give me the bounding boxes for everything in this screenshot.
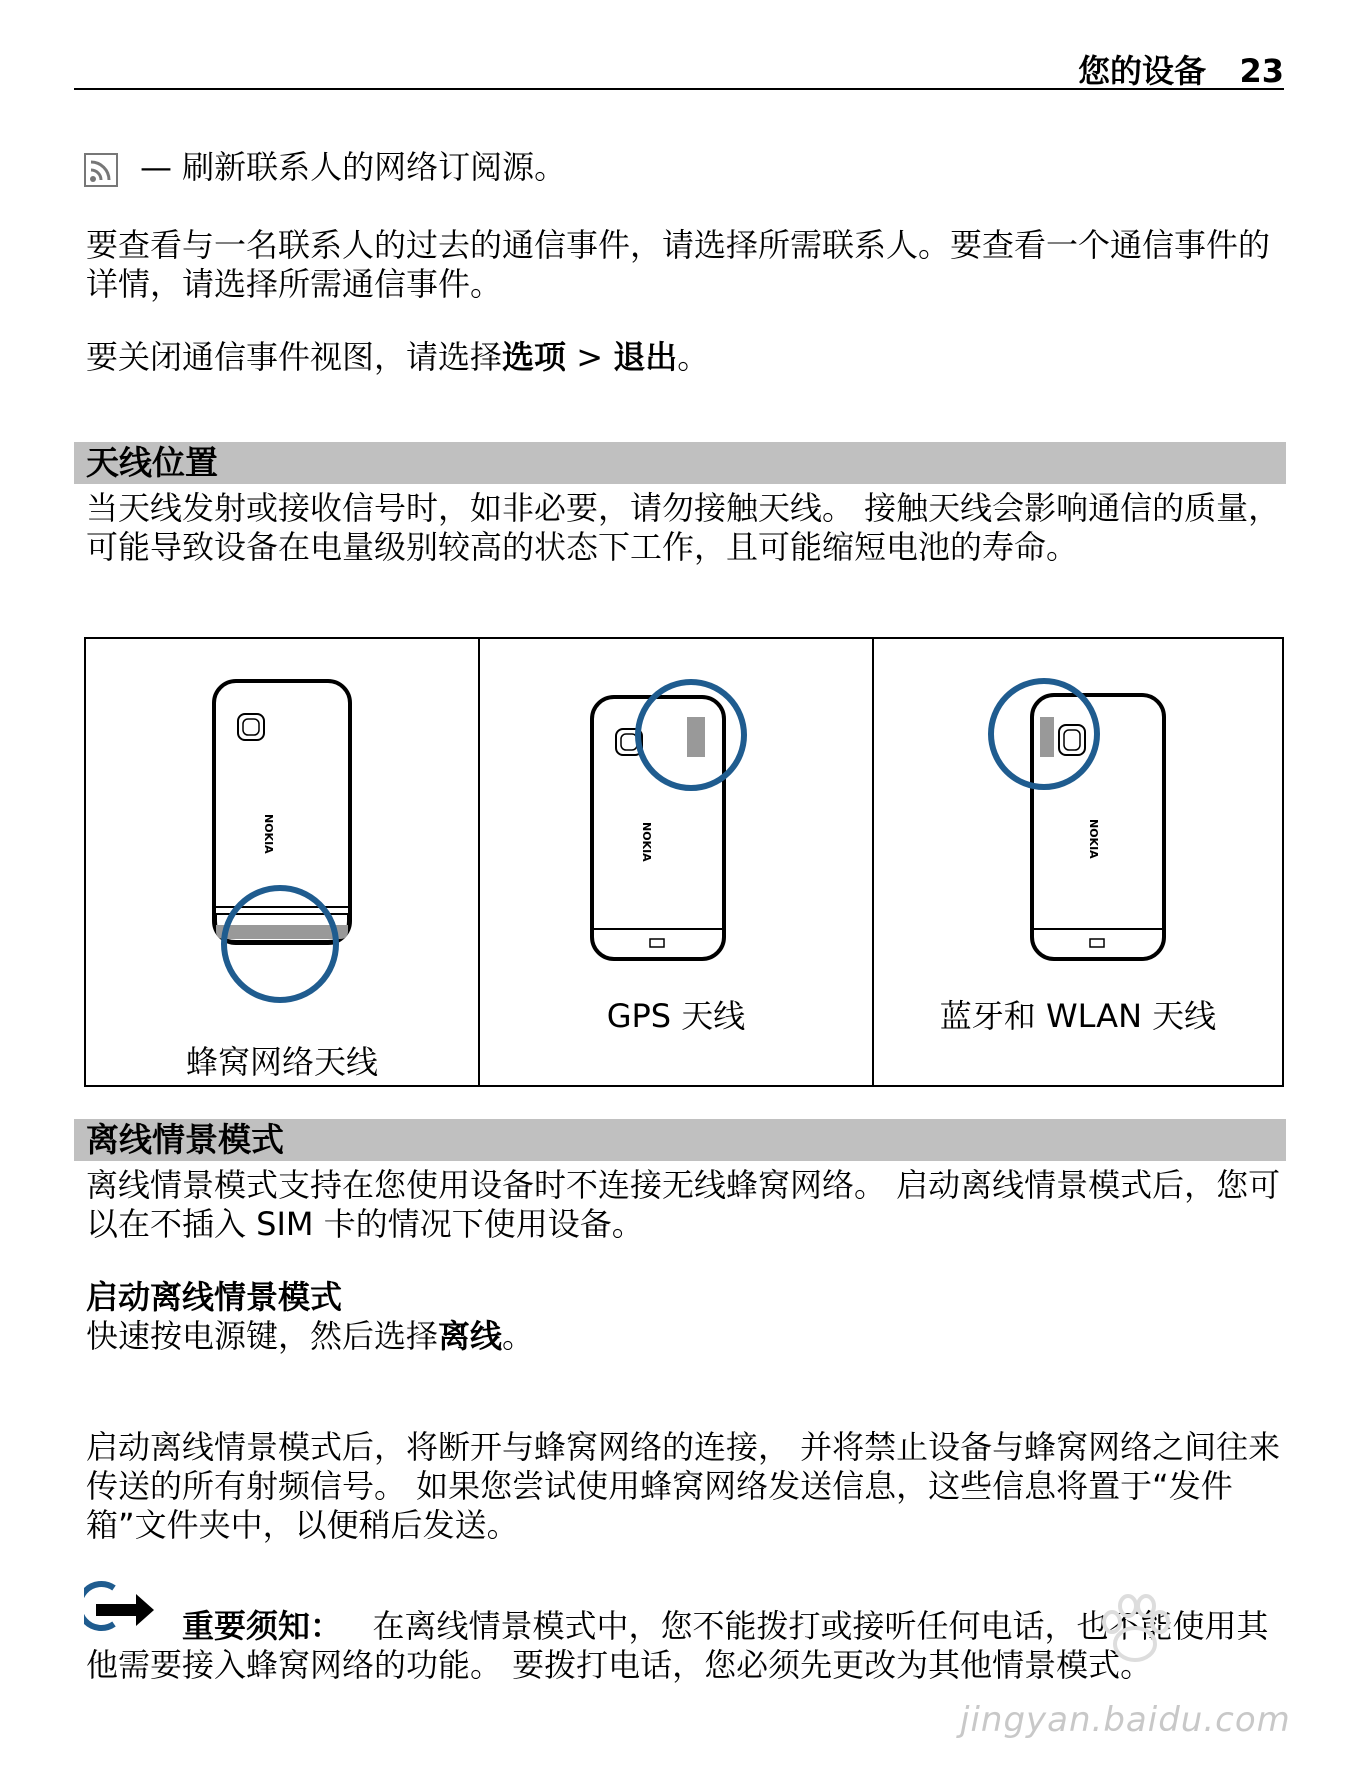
rss-refresh-text: — 刷新联系人的网络订阅源。 xyxy=(140,148,567,186)
section-heading-antenna: 天线位置 xyxy=(74,442,1286,484)
close-prefix: 要关闭通信事件视图，请选择 xyxy=(86,338,503,376)
note-body: 在离线情景模式中，您不能拨打或接听任何电话，也不能使用其他需要接入蜂窝网络的功能。 要拨打电话，您必须先更改为其他情景模式。 xyxy=(86,1607,1269,1684)
caption-cellular-antenna: 蜂窝网络天线 xyxy=(185,1043,378,1081)
view-history-paragraph: 要查看与一名联系人的过去的通信事件，请选择所需联系人。要查看一个通信事件的详情，请选择所需通信事件。 xyxy=(86,226,1271,303)
note-label: 重要须知： xyxy=(182,1607,343,1645)
section-heading-offline: 离线情景模式 xyxy=(74,1119,1286,1161)
figure-cell-cellular xyxy=(86,639,478,1085)
baidu-watermark: jingyan.baidu.com xyxy=(960,1700,1291,1740)
offline-details-paragraph: 启动离线情景模式后，将断开与蜂窝网络的连接， 并将禁止设备与蜂窝网络之间往来传送的所有射频信号。 如果您尝试使用蜂窝网络发送信息，这些信息将置于“发件箱”文件夹中，以便稍后发送。 xyxy=(86,1428,1281,1544)
step-suffix: 。 xyxy=(502,1317,535,1355)
header-section: 您的设备 xyxy=(1078,52,1207,90)
nokia-logo: NOKIA xyxy=(1087,819,1100,859)
menu-separator: > xyxy=(566,338,614,376)
running-header xyxy=(1078,46,1284,92)
nokia-logo: NOKIA xyxy=(640,822,653,862)
baidu-paw-watermark-icon xyxy=(1090,1590,1180,1670)
menu-option-options: 选项 xyxy=(502,338,567,376)
page-number: 23 xyxy=(1239,52,1284,90)
figure-cell-gps xyxy=(478,639,872,1085)
antenna-figure-table xyxy=(84,637,1284,1087)
antenna-paragraph: 当天线发射或接收信号时，如非必要，请勿接触天线。 接触天线会影响通信的质量，可能导致设备在电量级别较高的状态下工作，且可能缩短电池的寿命。 xyxy=(86,489,1281,566)
caption-gps-antenna: GPS 天线 xyxy=(606,997,746,1035)
menu-option-offline: 离线 xyxy=(438,1317,503,1355)
step-prefix: 快速按电源键，然后选择 xyxy=(86,1317,439,1355)
nokia-logo: NOKIA xyxy=(262,814,275,854)
offline-paragraph: 离线情景模式支持在您使用设备时不连接无线蜂窝网络。 启动离线情景模式后，您可以在不插入 SIM 卡的情况下使用设备。 xyxy=(86,1166,1281,1243)
caption-bluetooth-wlan-antenna: 蓝牙和 WLAN 天线 xyxy=(939,997,1217,1035)
figure-cell-bluetooth-wlan xyxy=(872,639,1282,1085)
page-header xyxy=(74,40,1284,90)
close-view-paragraph xyxy=(86,338,1286,377)
subheading-activate-offline: 启动离线情景模式 xyxy=(86,1278,343,1316)
phone-back-illustration xyxy=(86,639,478,1085)
activate-offline-step xyxy=(86,1317,1286,1356)
close-suffix: 。 xyxy=(677,338,710,376)
menu-option-exit: 退出 xyxy=(613,338,678,376)
rss-feed-icon xyxy=(84,153,118,187)
